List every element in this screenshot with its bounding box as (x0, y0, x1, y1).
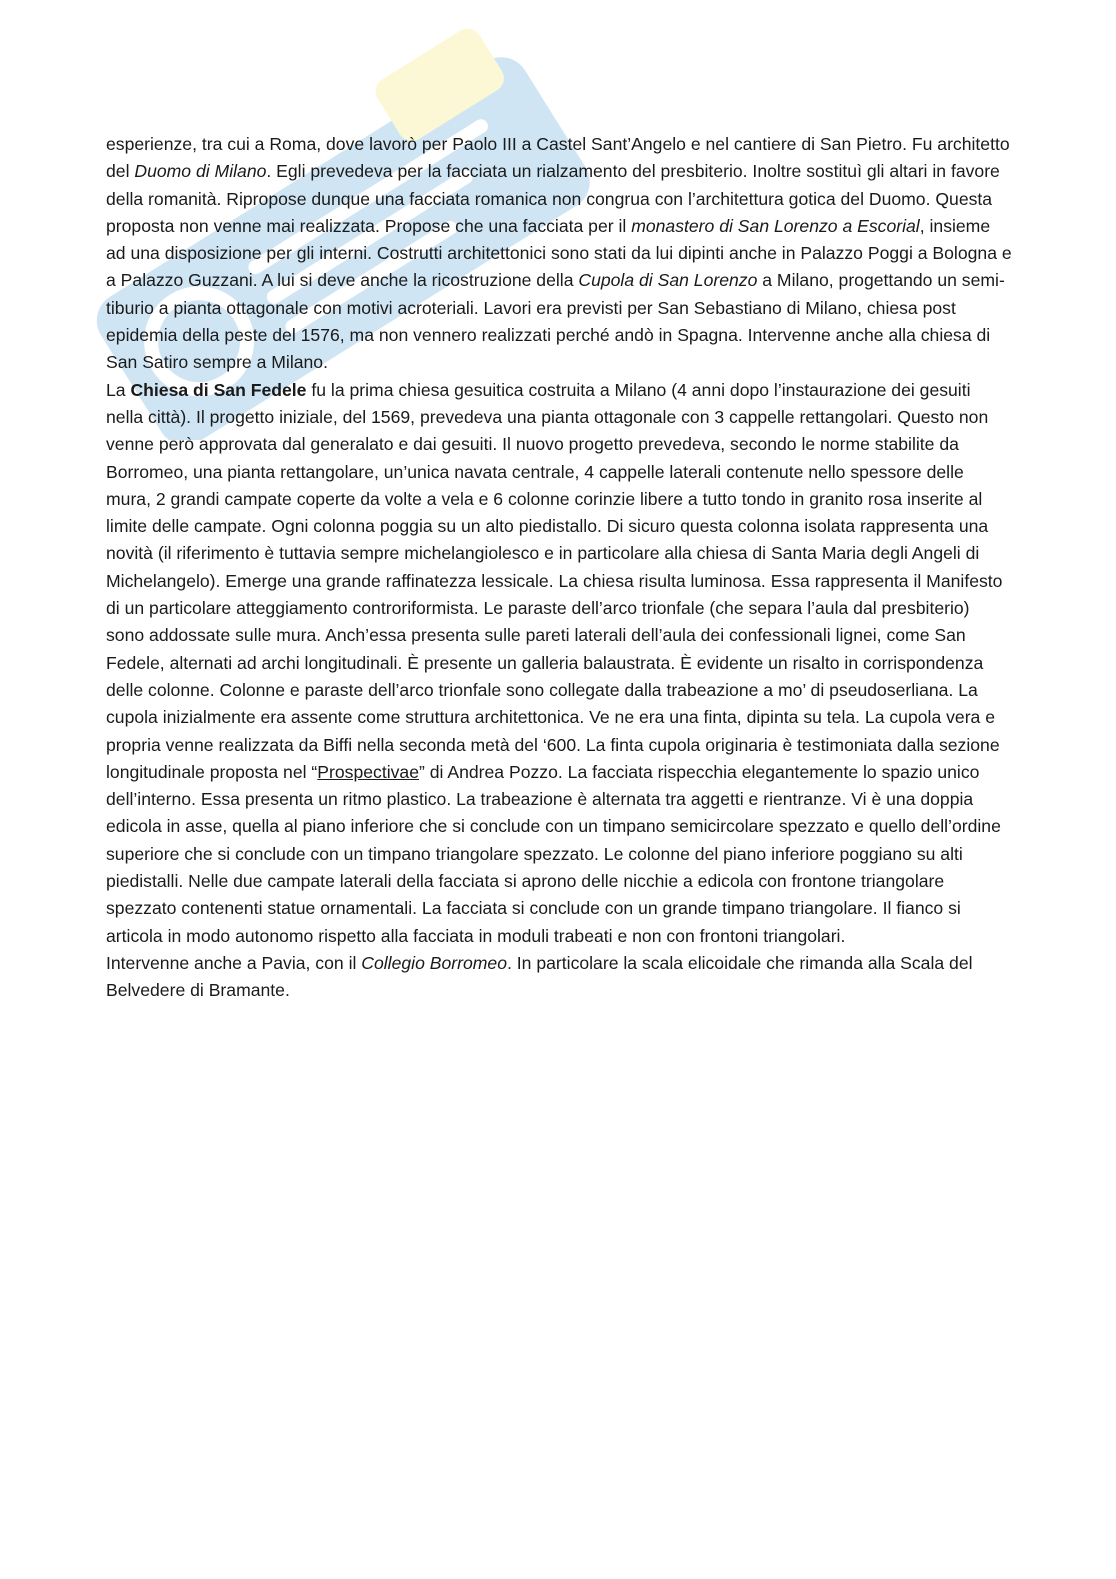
bold-text: Chiesa di San Fedele (130, 379, 307, 400)
text-run: esperienze, tra cui a Roma, dove lavorò per Paolo III a Castel Sant’Angelo e nel cantiere di San Pietro. Fu architetto del (106, 134, 1010, 182)
text-run: . Egli prevedeva per la facciata un rialzamento del presbiterio. Inoltre sostituì gli altari in favore della romanità. Ripropose dunque una facciata romanica non congrua con l’architettura gotica del Duomo. Questa proposta non venne mai realizzata. Propose che una facciata per il (106, 161, 1000, 236)
text-run: , insieme ad una disposizione per gli interni. Costrutti architettonici sono stati da lui dipinti anche in Palazzo Poggi a Bologna e a Palazzo Guzzani. A lui si deve anche la ricostruzione della (106, 215, 1012, 291)
text-run: ” di Andrea Pozzo. La facciata rispecchia elegantemente lo spazio unico dell’interno. Essa presenta un ritmo plastico. La trabeazione è alternata tra aggetti e rientranze. Vi è una doppia edicola in asse, quella al piano inferiore che si conclude con un timpano semicircolare spezzato e quello dell’ordine superiore che si conclude con un timpano triangolare spezzato. Le colonne del piano inferiore poggiano su alti piedistalli. Nelle due campate laterali della facciata si aprono delle nicchie a edicola con frontone triangolare spezzato contenenti statue ornamentali. La facciata si conclude con un grande timpano triangolare. Il fianco si articola in modo autonomo rispetto alla facciata in moduli trabeati e non con frontoni triangolari. (106, 761, 1001, 946)
text-run: . In particolare la scala elicoidale che rimanda alla Scala del Belvedere di Bramante. (106, 952, 973, 1001)
italic-title: Cupola di San Lorenzo (578, 270, 758, 291)
body-paragraph (106, 377, 1012, 950)
document-body (106, 131, 1012, 1005)
text-run: fu la prima chiesa gesuitica costruita a Milano (4 anni dopo l’instaurazione dei gesuiti nella città). Il progetto iniziale, del 1569, prevedeva una pianta ottagonale con 3 cappelle rettangolari. Questo non venne però approvata dal generalato e dai gesuiti. Il nuovo progetto prevedeva, secondo le norme stabilite da Borromeo, una pianta rettangolare, un’unica navata centrale, 4 cappelle laterali contenute nello spessore delle mura, 2 grandi campate coperte da volte a vela e 6 colonne corinzie libere a tutto tondo in granito rosa inserite al limite delle campate. Ogni colonna poggia su un alto piedistallo. Di sicuro questa colonna isolata rappresenta una novità (il riferimento è tuttavia sempre michelangiolesco e in particolare alla chiesa di Santa Maria degli Angeli di Michelangelo). Emerge una grande raffinatezza lessicale. La chiesa risulta luminosa. Essa rappresenta il Manifesto di un particolare atteggiamento controriformista. Le paraste dell’arco trionfale (che separa l’aula dal presbiterio) sono addossate sulle mura. Anch’essa presenta sulle pareti laterali dell’aula dei confessionali lignei, come San Fedele, alternati ad archi longitudinali. È presente un galleria balaustrata. È evidente un risalto in corrispondenza delle colonne. Colonne e paraste dell’arco trionfale sono collegate dalla trabeazione a mo’ di pseudoserliana. La cupola inizialmente era assente come struttura architettonica. Ve ne era una finta, dipinta su tela. La cupola vera e propria venne realizzata da Biffi nella seconda metà del ‘600. La finta cupola originaria è testimoniata dalla sezione longitudinale proposta nel “ (106, 379, 1003, 782)
body-paragraph (106, 131, 1012, 377)
italic-title: Duomo di Milano (134, 161, 267, 182)
text-run: La (106, 379, 131, 400)
italic-title: Collegio Borromeo (361, 952, 507, 973)
body-paragraph (106, 950, 1012, 1005)
text-run: Intervenne anche a Pavia, con il (106, 952, 362, 973)
italic-title: monastero di San Lorenzo a Escorial (631, 215, 920, 236)
underlined-title: Prospectivae (317, 761, 419, 782)
text-run: a Milano, progettando un semi-tiburio a pianta ottagonale con motivi acroteriali. Lavori era previsti per San Sebastiano di Milano, chiesa post epidemia della peste del 1576, ma non vennero realizzati perché andò in Spagna. Intervenne anche alla chiesa di San Satiro sempre a Milano. (106, 270, 1005, 373)
